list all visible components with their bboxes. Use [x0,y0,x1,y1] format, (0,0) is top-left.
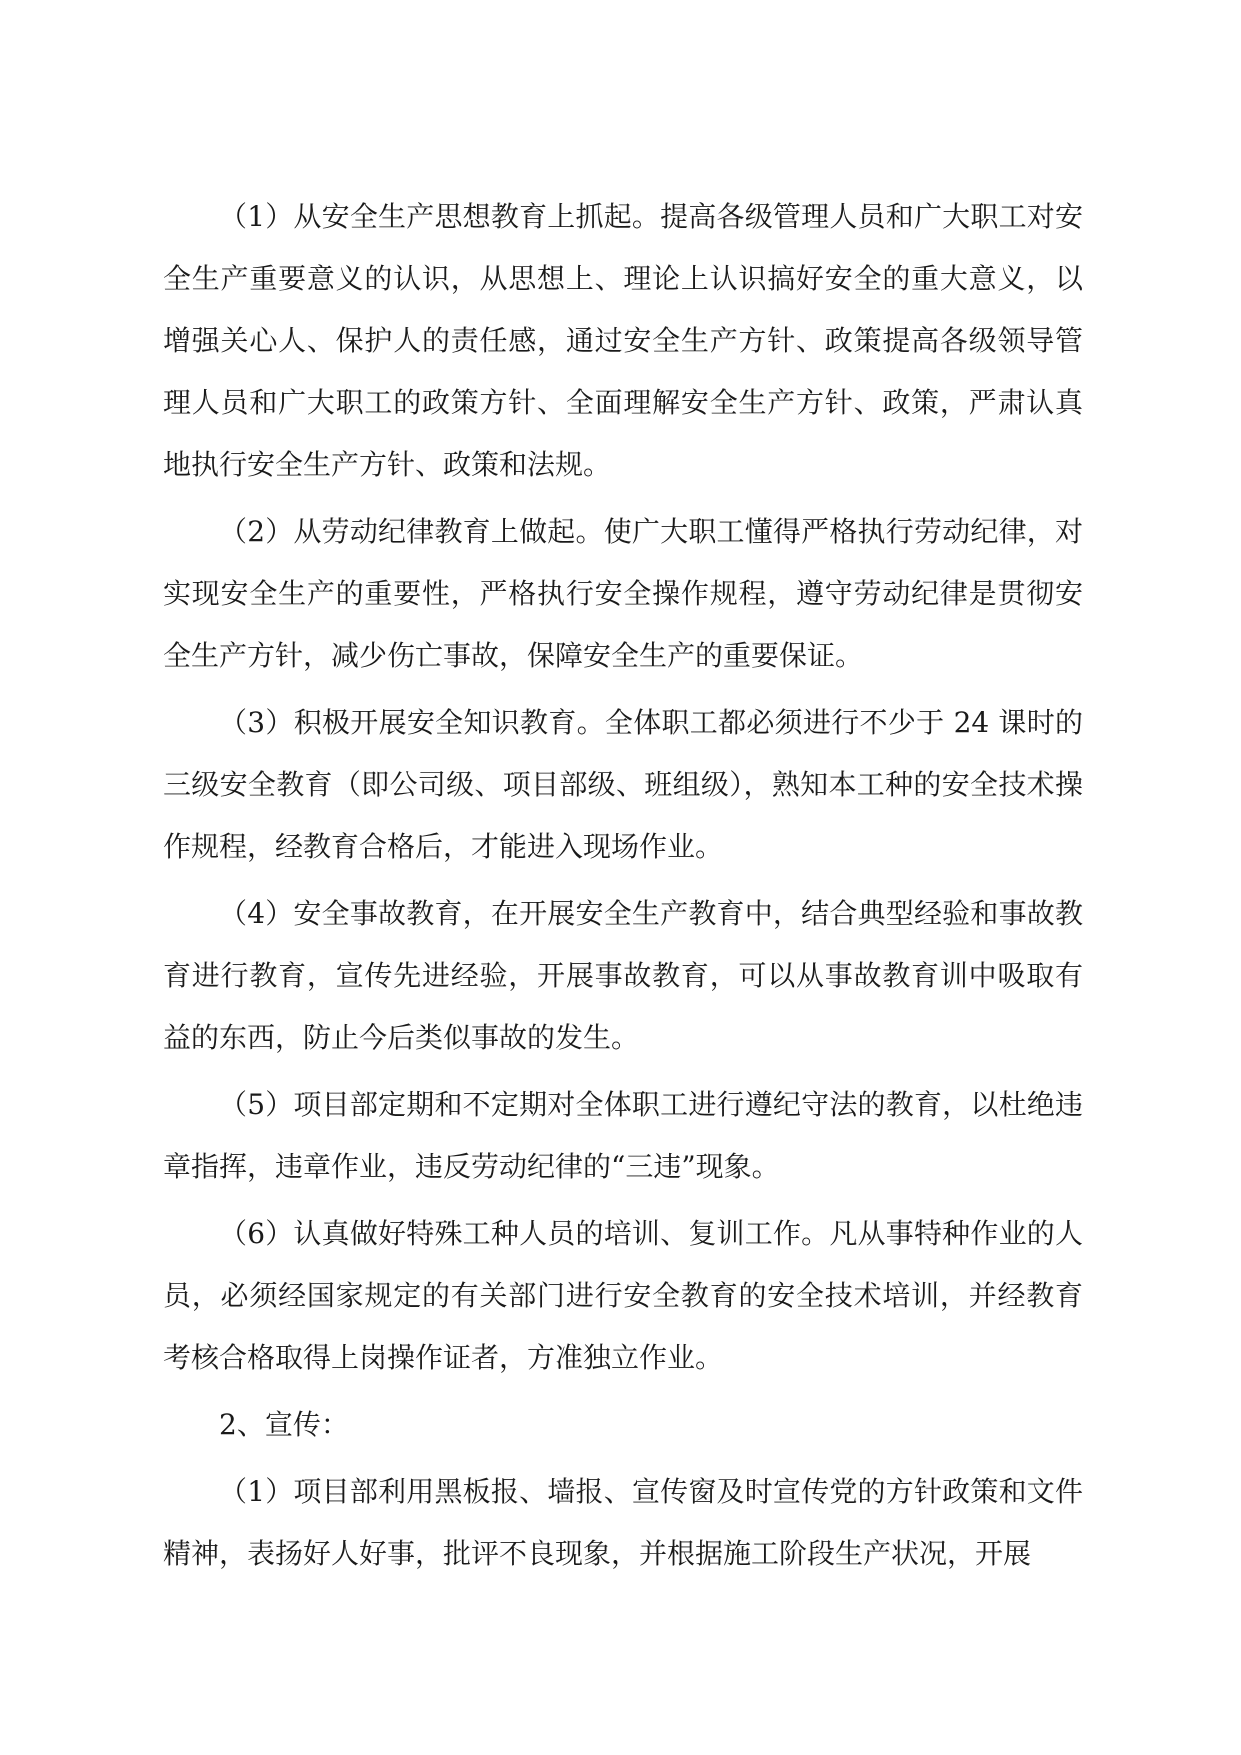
document-body [163,186,1083,1590]
paragraph-publicity-boards: （1）项目部利用黑板报、墙报、宣传窗及时宣传党的方针政策和文件精神，表扬好人好事，批评不良现象，并根据施工阶段生产状况，开展 [163,1475,1083,1570]
paragraph-thought-education: （1）从安全生产思想教育上抓起。提高各级管理人员和广大职工对安全生产重要意义的认识，从思想上、理论上认识搞好安全的重大意义，以增强关心人、保护人的责任感，通过安全生产方针、政策提高各级领导管理人员和广大职工的政策方针、全面理解安全生产方针、政策，严肃认真地执行安全生产方针、政策和法规。 [163,200,1083,481]
paragraph-law-education: （5）项目部定期和不定期对全体职工进行遵纪守法的教育，以杜绝违章指挥，违章作业，违反劳动纪律的“三违”现象。 [163,1088,1083,1183]
paragraph-safety-knowledge: （3）积极开展安全知识教育。全体职工都必须进行不少于 24 课时的三级安全教育（即公司级、项目部级、班组级），熟知本工种的安全技术操作规程，经教育合格后，才能进入现场作业。 [163,706,1083,863]
paragraph-special-training: （6）认真做好特殊工种人员的培训、复训工作。凡从事特种作业的人员，必须经国家规定的有关部门进行安全教育的安全技术培训，并经教育考核合格取得上岗操作证者，方准独立作业。 [163,1217,1083,1374]
paragraph-labor-discipline: （2）从劳动纪律教育上做起。使广大职工懂得严格执行劳动纪律，对实现安全生产的重要性，严格执行安全操作规程，遵守劳动纪律是贯彻安全生产方针，减少伤亡事故，保障安全生产的重要保证。 [163,515,1083,672]
section-heading-publicity: 2、宣传： [219,1408,349,1441]
paragraph-accident-education: （4）安全事故教育，在开展安全生产教育中，结合典型经验和事故教育进行教育，宣传先进经验，开展事故教育，可以从事故教育训中吸取有益的东西，防止今后类似事故的发生。 [163,897,1083,1054]
